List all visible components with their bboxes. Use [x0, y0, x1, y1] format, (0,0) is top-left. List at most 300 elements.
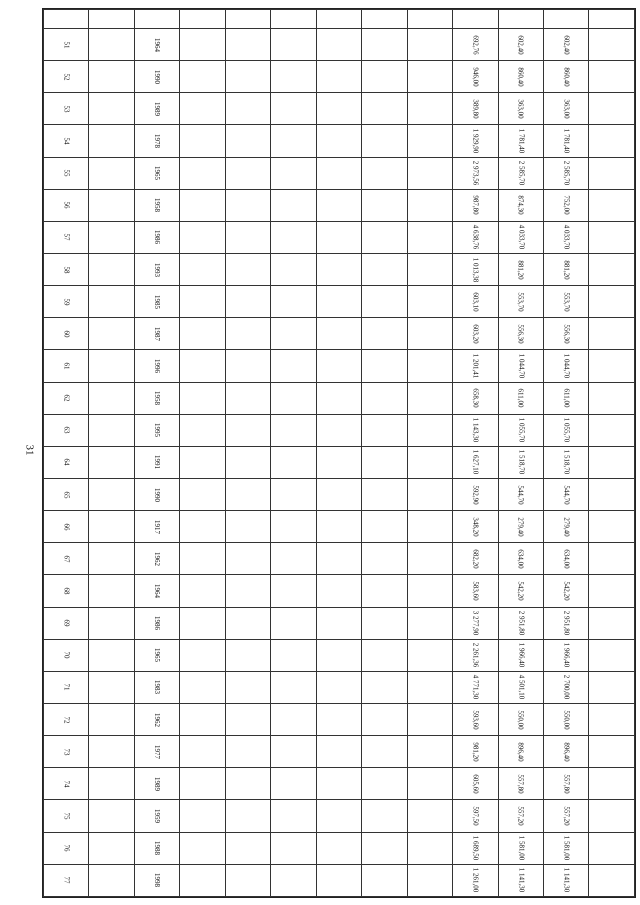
value-cell [316, 736, 361, 768]
value-cell [271, 607, 316, 639]
value-cell [543, 189, 588, 221]
value-text: 348,20 [471, 517, 480, 537]
empty-cell [589, 221, 635, 253]
value-cell [498, 703, 543, 735]
value-cell [453, 157, 498, 189]
empty-cell [589, 575, 635, 607]
year-cell-text: 1959 [153, 808, 162, 823]
row-number-text: 61 [62, 362, 71, 370]
address-cell [89, 61, 134, 93]
address-cell [89, 125, 134, 157]
value-cell [180, 864, 225, 896]
table-row [44, 221, 635, 253]
value-cell [453, 382, 498, 414]
table-row [44, 286, 635, 318]
value-text: 557,80 [562, 774, 571, 794]
empty-cell [589, 157, 635, 189]
address-cell [89, 768, 134, 800]
value-cell [407, 607, 452, 639]
year-cell-text: 1991 [153, 455, 162, 470]
empty-cell [589, 768, 635, 800]
value-text: 1 581,00 [516, 835, 525, 861]
value-cell [543, 29, 588, 61]
value-text: 611,00 [516, 388, 525, 408]
value-cell [271, 350, 316, 382]
value-cell [225, 189, 270, 221]
value-cell [498, 671, 543, 703]
address-cell [89, 29, 134, 61]
table-row [44, 189, 635, 221]
value-cell [498, 189, 543, 221]
row-number-text: 71 [62, 683, 71, 691]
value-cell [316, 61, 361, 93]
row-number-text: 76 [62, 844, 71, 852]
value-cell [498, 29, 543, 61]
value-cell [407, 350, 452, 382]
table-row [44, 478, 635, 510]
header-cell [180, 10, 225, 29]
value-cell [498, 543, 543, 575]
row-number-text: 64 [62, 458, 71, 466]
value-text: 544,70 [516, 484, 525, 505]
value-cell [498, 221, 543, 253]
value-text: 2 951,80 [516, 610, 525, 636]
row-number-text: 56 [62, 201, 71, 209]
value-cell [498, 157, 543, 189]
row-number [44, 125, 89, 157]
value-cell [362, 736, 407, 768]
value-cell [225, 157, 270, 189]
row-number-text: 65 [62, 491, 71, 499]
value-cell [498, 286, 543, 318]
value-cell [316, 543, 361, 575]
value-cell [543, 478, 588, 510]
value-text: 389,80 [471, 99, 480, 119]
value-cell [498, 607, 543, 639]
value-text: 557,80 [516, 774, 525, 794]
value-text: 1 518,70 [562, 450, 571, 475]
value-cell [180, 318, 225, 350]
value-text: 553,70 [516, 292, 525, 312]
value-cell [498, 414, 543, 446]
empty-cell [589, 318, 635, 350]
address-cell [89, 639, 134, 671]
empty-cell [589, 671, 635, 703]
value-cell [271, 639, 316, 671]
value-cell [225, 736, 270, 768]
value-cell [271, 736, 316, 768]
value-cell [498, 864, 543, 896]
value-cell [498, 350, 543, 382]
value-cell [407, 832, 452, 864]
value-cell [225, 543, 270, 575]
value-cell [362, 286, 407, 318]
value-cell [271, 93, 316, 125]
value-cell [225, 639, 270, 671]
value-cell [453, 286, 498, 318]
table-row [44, 639, 635, 671]
value-cell [316, 125, 361, 157]
value-cell [453, 61, 498, 93]
value-text: 881,20 [516, 259, 525, 280]
empty-cell [589, 639, 635, 671]
value-cell [453, 768, 498, 800]
row-number-text: 55 [62, 169, 71, 177]
value-cell [316, 253, 361, 285]
year-cell [134, 350, 179, 382]
year-cell [134, 446, 179, 478]
value-cell [316, 382, 361, 414]
year-cell [134, 414, 179, 446]
value-text: 556,30 [562, 324, 571, 344]
row-number [44, 575, 89, 607]
header-cell [453, 10, 498, 29]
value-cell [180, 832, 225, 864]
value-cell [453, 703, 498, 735]
value-cell [271, 29, 316, 61]
row-number-text: 57 [62, 233, 71, 241]
value-text: 279,40 [562, 517, 571, 537]
value-cell [362, 29, 407, 61]
year-cell-text: 1998 [153, 873, 162, 888]
value-cell [498, 832, 543, 864]
value-cell [362, 157, 407, 189]
value-cell [225, 93, 270, 125]
value-text: 1 055,70 [516, 418, 525, 443]
value-cell [543, 736, 588, 768]
value-cell [362, 639, 407, 671]
value-cell [271, 543, 316, 575]
value-text: 987,80 [471, 195, 480, 215]
row-number [44, 832, 89, 864]
value-cell [316, 414, 361, 446]
value-cell [180, 125, 225, 157]
year-cell [134, 61, 179, 93]
value-cell [407, 736, 452, 768]
year-cell [134, 189, 179, 221]
value-cell [453, 253, 498, 285]
year-cell [134, 639, 179, 671]
value-text: 603,10 [471, 292, 480, 312]
value-text: 556,30 [516, 324, 525, 344]
value-cell [407, 543, 452, 575]
value-cell [453, 639, 498, 671]
value-text: 981,20 [471, 742, 480, 762]
value-cell [543, 350, 588, 382]
value-text: 1 781,40 [516, 128, 525, 154]
header-cell [407, 10, 452, 29]
year-cell-text: 1988 [153, 841, 162, 856]
value-cell [271, 446, 316, 478]
row-number [44, 864, 89, 896]
address-cell [89, 478, 134, 510]
value-cell [407, 575, 452, 607]
address-cell [89, 607, 134, 639]
row-number [44, 157, 89, 189]
value-cell [453, 221, 498, 253]
row-number-text: 63 [62, 426, 71, 434]
value-cell [180, 414, 225, 446]
value-text: 658,30 [471, 388, 480, 408]
value-cell [543, 125, 588, 157]
value-cell [316, 607, 361, 639]
value-cell [316, 800, 361, 832]
value-cell [271, 832, 316, 864]
value-cell [407, 511, 452, 543]
value-text: 1 929,90 [471, 128, 480, 154]
value-cell [271, 125, 316, 157]
value-cell [316, 768, 361, 800]
value-cell [543, 800, 588, 832]
value-cell [543, 414, 588, 446]
empty-cell [589, 286, 635, 318]
value-cell [225, 318, 270, 350]
value-cell [498, 253, 543, 285]
row-number [44, 478, 89, 510]
value-text: 1 966,40 [516, 642, 525, 668]
value-text: 597,50 [471, 806, 480, 826]
value-cell [407, 382, 452, 414]
address-cell [89, 157, 134, 189]
value-text: 1 581,00 [562, 835, 571, 861]
value-cell [271, 253, 316, 285]
year-cell-text: 1965 [153, 648, 162, 663]
year-cell-text: 1989 [153, 101, 162, 116]
value-cell [407, 800, 452, 832]
value-cell [225, 864, 270, 896]
year-cell-text: 1977 [153, 744, 162, 759]
value-cell [453, 800, 498, 832]
value-cell [543, 157, 588, 189]
value-cell [225, 511, 270, 543]
row-number-text: 72 [62, 716, 71, 724]
value-cell [543, 607, 588, 639]
year-cell [134, 864, 179, 896]
value-cell [271, 318, 316, 350]
address-cell [89, 703, 134, 735]
year-cell-text: 1993 [153, 262, 162, 277]
value-cell [453, 543, 498, 575]
value-cell [453, 864, 498, 896]
empty-cell [589, 543, 635, 575]
row-number [44, 800, 89, 832]
value-cell [543, 221, 588, 253]
row-number-text: 69 [62, 619, 71, 627]
value-text: 2 973,56 [471, 160, 480, 186]
value-cell [498, 736, 543, 768]
address-cell [89, 286, 134, 318]
table-row [44, 93, 635, 125]
value-cell [453, 189, 498, 221]
value-text: 363,00 [562, 99, 571, 119]
empty-cell [589, 446, 635, 478]
table-row [44, 543, 635, 575]
value-cell [543, 543, 588, 575]
value-cell [225, 29, 270, 61]
value-cell [271, 189, 316, 221]
value-cell [407, 125, 452, 157]
empty-cell [589, 382, 635, 414]
value-cell [180, 446, 225, 478]
table-row [44, 703, 635, 735]
value-cell [180, 800, 225, 832]
value-cell [362, 61, 407, 93]
address-cell [89, 350, 134, 382]
value-cell [225, 221, 270, 253]
row-number [44, 350, 89, 382]
value-cell [316, 350, 361, 382]
header-cell [543, 10, 588, 29]
value-cell [180, 221, 225, 253]
value-cell [498, 446, 543, 478]
value-cell [362, 93, 407, 125]
row-number [44, 639, 89, 671]
year-cell [134, 736, 179, 768]
value-cell [543, 511, 588, 543]
value-cell [225, 671, 270, 703]
value-cell [316, 318, 361, 350]
value-cell [180, 736, 225, 768]
value-cell [271, 703, 316, 735]
table-row [44, 125, 635, 157]
value-cell [316, 93, 361, 125]
value-cell [498, 511, 543, 543]
value-cell [407, 446, 452, 478]
year-cell-text: 1983 [153, 680, 162, 695]
header-cell [362, 10, 407, 29]
value-cell [362, 543, 407, 575]
year-cell-text: 1990 [153, 69, 162, 84]
value-cell [543, 832, 588, 864]
value-cell [316, 511, 361, 543]
value-cell [362, 221, 407, 253]
value-cell [362, 671, 407, 703]
value-cell [271, 575, 316, 607]
empty-cell [589, 511, 635, 543]
value-cell [498, 61, 543, 93]
value-text: 544,70 [562, 484, 571, 505]
year-cell [134, 607, 179, 639]
year-cell [134, 575, 179, 607]
row-number [44, 189, 89, 221]
row-number [44, 29, 89, 61]
value-cell [271, 382, 316, 414]
value-cell [453, 29, 498, 61]
empty-cell [589, 478, 635, 510]
table-row [44, 318, 635, 350]
value-cell [362, 703, 407, 735]
value-cell [453, 511, 498, 543]
header-cell [89, 10, 134, 29]
value-cell [543, 768, 588, 800]
table-row [44, 382, 635, 414]
year-cell [134, 703, 179, 735]
value-cell [453, 478, 498, 510]
value-cell [453, 671, 498, 703]
value-cell [407, 61, 452, 93]
row-number [44, 414, 89, 446]
address-cell [89, 253, 134, 285]
year-cell-text: 1962 [153, 712, 162, 727]
value-cell [362, 832, 407, 864]
address-cell [89, 511, 134, 543]
value-text: 592,90 [471, 484, 480, 505]
row-number [44, 286, 89, 318]
address-cell [89, 414, 134, 446]
year-cell-text: 1990 [153, 487, 162, 502]
value-text: 881,20 [562, 259, 571, 280]
table-row [44, 511, 635, 543]
row-number-text: 51 [62, 41, 71, 49]
value-text: 602,40 [516, 34, 525, 55]
value-cell [271, 157, 316, 189]
value-cell [225, 414, 270, 446]
value-cell [180, 639, 225, 671]
value-cell [498, 382, 543, 414]
value-text: 4 501,10 [516, 675, 525, 700]
value-cell [225, 61, 270, 93]
value-cell [543, 382, 588, 414]
address-cell [89, 736, 134, 768]
year-cell-text: 1989 [153, 776, 162, 791]
value-cell [362, 864, 407, 896]
value-cell [407, 221, 452, 253]
address-cell [89, 671, 134, 703]
value-cell [316, 671, 361, 703]
value-cell [362, 189, 407, 221]
year-cell-text: 1958 [153, 391, 162, 406]
value-cell [407, 318, 452, 350]
value-text: 692,76 [471, 34, 480, 55]
row-number-text: 68 [62, 587, 71, 595]
year-cell-text: 1995 [153, 423, 162, 438]
address-cell [89, 543, 134, 575]
value-text: 1 013,38 [471, 257, 480, 282]
value-cell [362, 414, 407, 446]
year-cell [134, 286, 179, 318]
value-cell [407, 671, 452, 703]
value-cell [407, 703, 452, 735]
value-cell [225, 703, 270, 735]
value-text: 583,60 [471, 581, 480, 601]
year-cell [134, 382, 179, 414]
value-text: 1 201,41 [471, 353, 480, 379]
value-cell [407, 93, 452, 125]
year-cell-text: 1985 [153, 294, 162, 309]
table-row [44, 253, 635, 285]
value-cell [362, 478, 407, 510]
value-text: 550,00 [562, 709, 571, 730]
value-cell [362, 768, 407, 800]
table-row [44, 350, 635, 382]
value-cell [362, 318, 407, 350]
value-cell [180, 189, 225, 221]
value-text: 2 951,80 [562, 610, 571, 636]
value-cell [543, 671, 588, 703]
row-number-text: 60 [62, 330, 71, 338]
table-row [44, 736, 635, 768]
table-row [44, 29, 635, 61]
value-cell [225, 253, 270, 285]
address-cell [89, 93, 134, 125]
value-cell [271, 511, 316, 543]
value-cell [271, 864, 316, 896]
value-cell [498, 125, 543, 157]
table-row [44, 607, 635, 639]
value-cell [180, 511, 225, 543]
year-cell [134, 93, 179, 125]
row-number [44, 736, 89, 768]
